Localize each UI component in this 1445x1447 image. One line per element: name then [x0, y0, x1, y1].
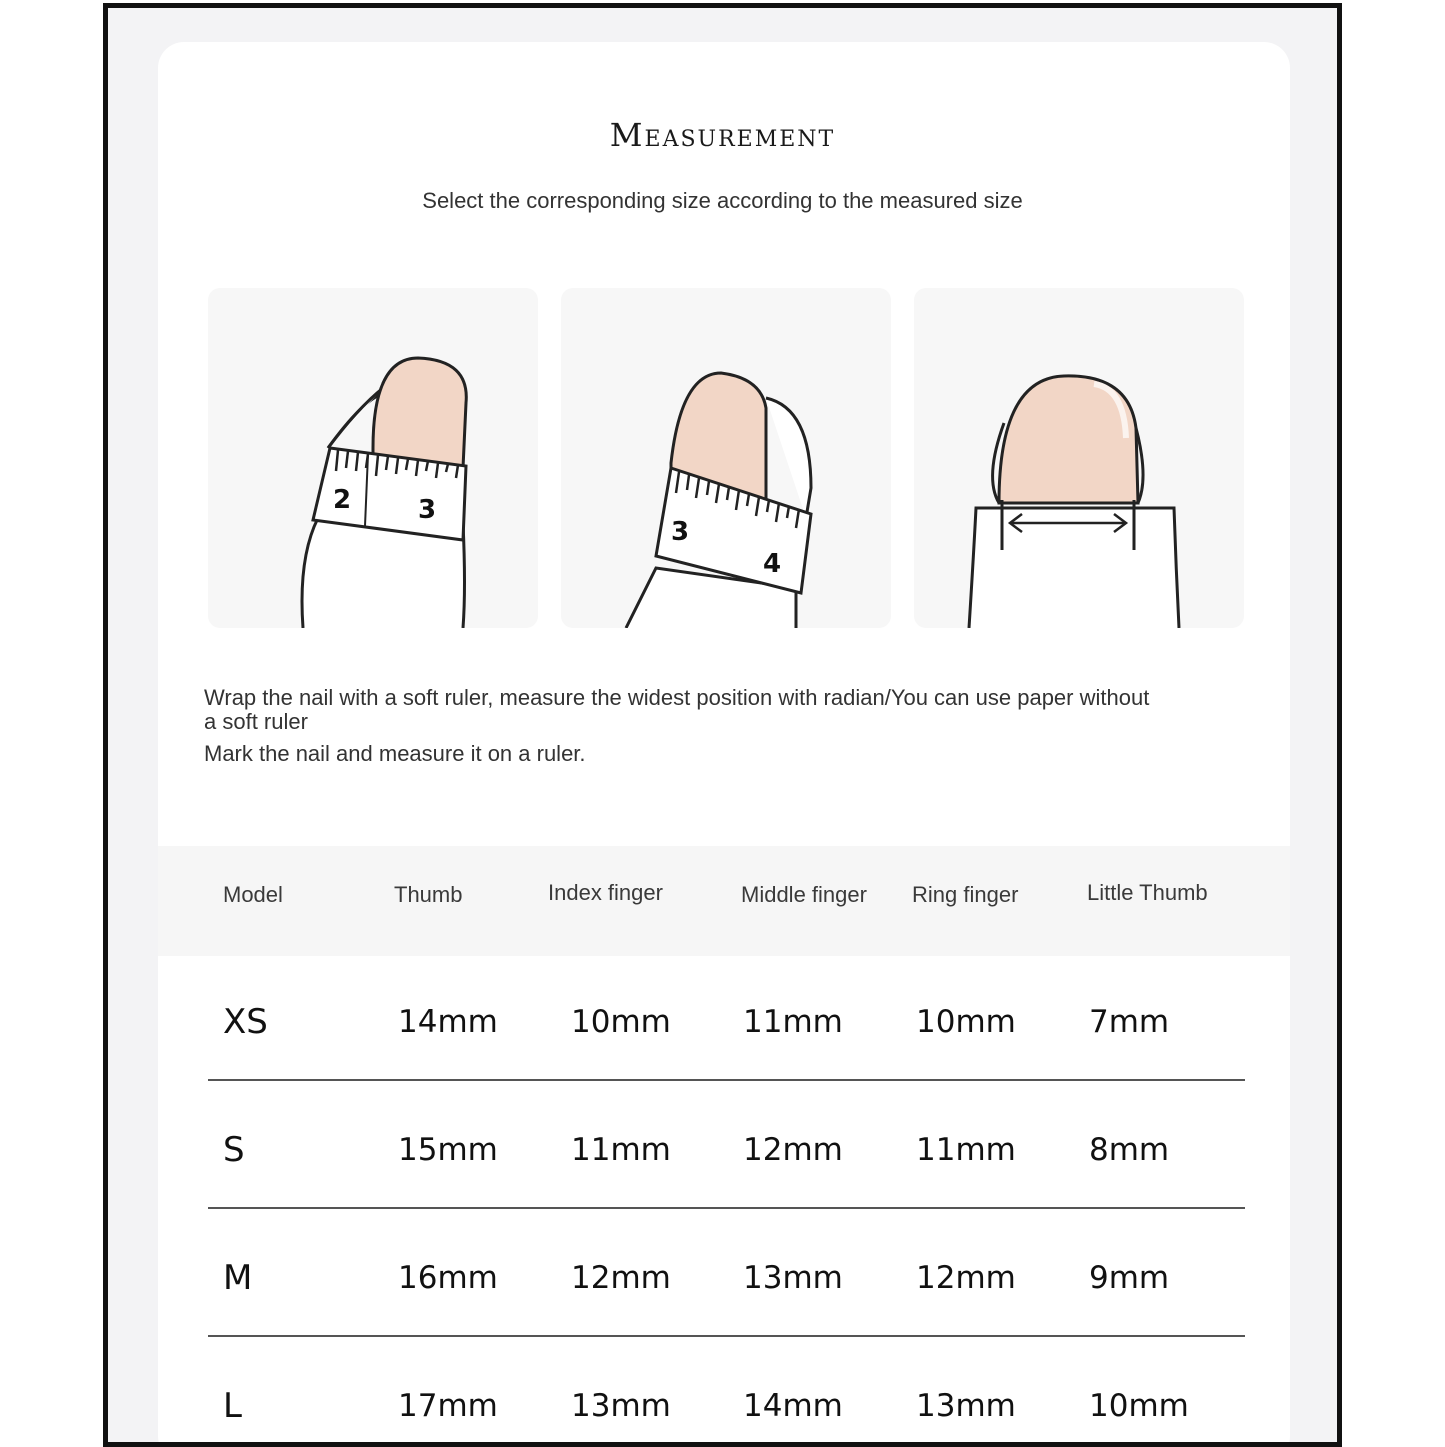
cell-thumb: 17mm [398, 1388, 498, 1424]
ruler-number: 4 [763, 549, 782, 579]
page-frame [103, 3, 1342, 1447]
cell-middle: 12mm [743, 1132, 843, 1168]
nail-width-drawing [914, 288, 1244, 628]
page-subtitle: Select the corresponding size according to the measured size [422, 188, 1023, 213]
cell-model: S [223, 1130, 245, 1170]
cell-ring: 12mm [916, 1260, 1016, 1296]
header-model: Model [223, 882, 283, 907]
header-ring-finger: Ring finger [912, 882, 1019, 907]
row-divider [208, 1335, 1245, 1337]
table-row [108, 1342, 1337, 1447]
illustration-thumb-ruler [208, 288, 538, 628]
cell-ring: 13mm [916, 1388, 1016, 1424]
ruler-number: 2 [333, 485, 352, 515]
header-little-thumb: Little Thumb [1087, 880, 1208, 905]
header-middle-finger: Middle finger [741, 882, 867, 907]
illustration-nail-width [914, 288, 1244, 628]
cell-little: 7mm [1089, 1004, 1170, 1040]
cell-model: XS [223, 1002, 268, 1042]
table-row [108, 958, 1337, 1086]
table-row [108, 1214, 1337, 1342]
finger-ruler-drawing [561, 288, 891, 628]
cell-thumb: 15mm [398, 1132, 498, 1168]
cell-ring: 10mm [916, 1004, 1016, 1040]
illustration-finger-ruler-angled [561, 288, 891, 628]
row-divider [208, 1207, 1245, 1209]
cell-index: 13mm [571, 1388, 671, 1424]
cell-little: 10mm [1089, 1388, 1189, 1424]
row-divider [208, 1079, 1245, 1081]
instruction-line-2: Mark the nail and measure it on a ruler. [204, 741, 586, 766]
cell-middle: 11mm [743, 1004, 843, 1040]
cell-middle: 13mm [743, 1260, 843, 1296]
cell-index: 12mm [571, 1260, 671, 1296]
cell-thumb: 16mm [398, 1260, 498, 1296]
cell-index: 11mm [571, 1132, 671, 1168]
header-index-finger: Index finger [548, 880, 663, 905]
table-header [158, 846, 1290, 956]
ruler-number: 3 [418, 495, 437, 525]
table-row [108, 1086, 1337, 1214]
cell-little: 8mm [1089, 1132, 1170, 1168]
header-thumb: Thumb [394, 882, 463, 907]
cell-index: 10mm [571, 1004, 671, 1040]
cell-middle: 14mm [743, 1388, 843, 1424]
cell-model: L [223, 1386, 242, 1426]
instructions [204, 686, 1164, 774]
ruler-number: 3 [671, 517, 690, 547]
page-title: Measurement [609, 116, 836, 154]
cell-thumb: 14mm [398, 1004, 498, 1040]
nail-shape [373, 358, 466, 468]
cell-model: M [223, 1258, 253, 1298]
thumb-ruler-drawing [208, 288, 538, 628]
instruction-line-1: Wrap the nail with a soft ruler, measure the widest position with radian/You can use paper without a soft ruler [204, 685, 1150, 734]
cell-little: 9mm [1089, 1260, 1170, 1296]
cell-ring: 11mm [916, 1132, 1016, 1168]
